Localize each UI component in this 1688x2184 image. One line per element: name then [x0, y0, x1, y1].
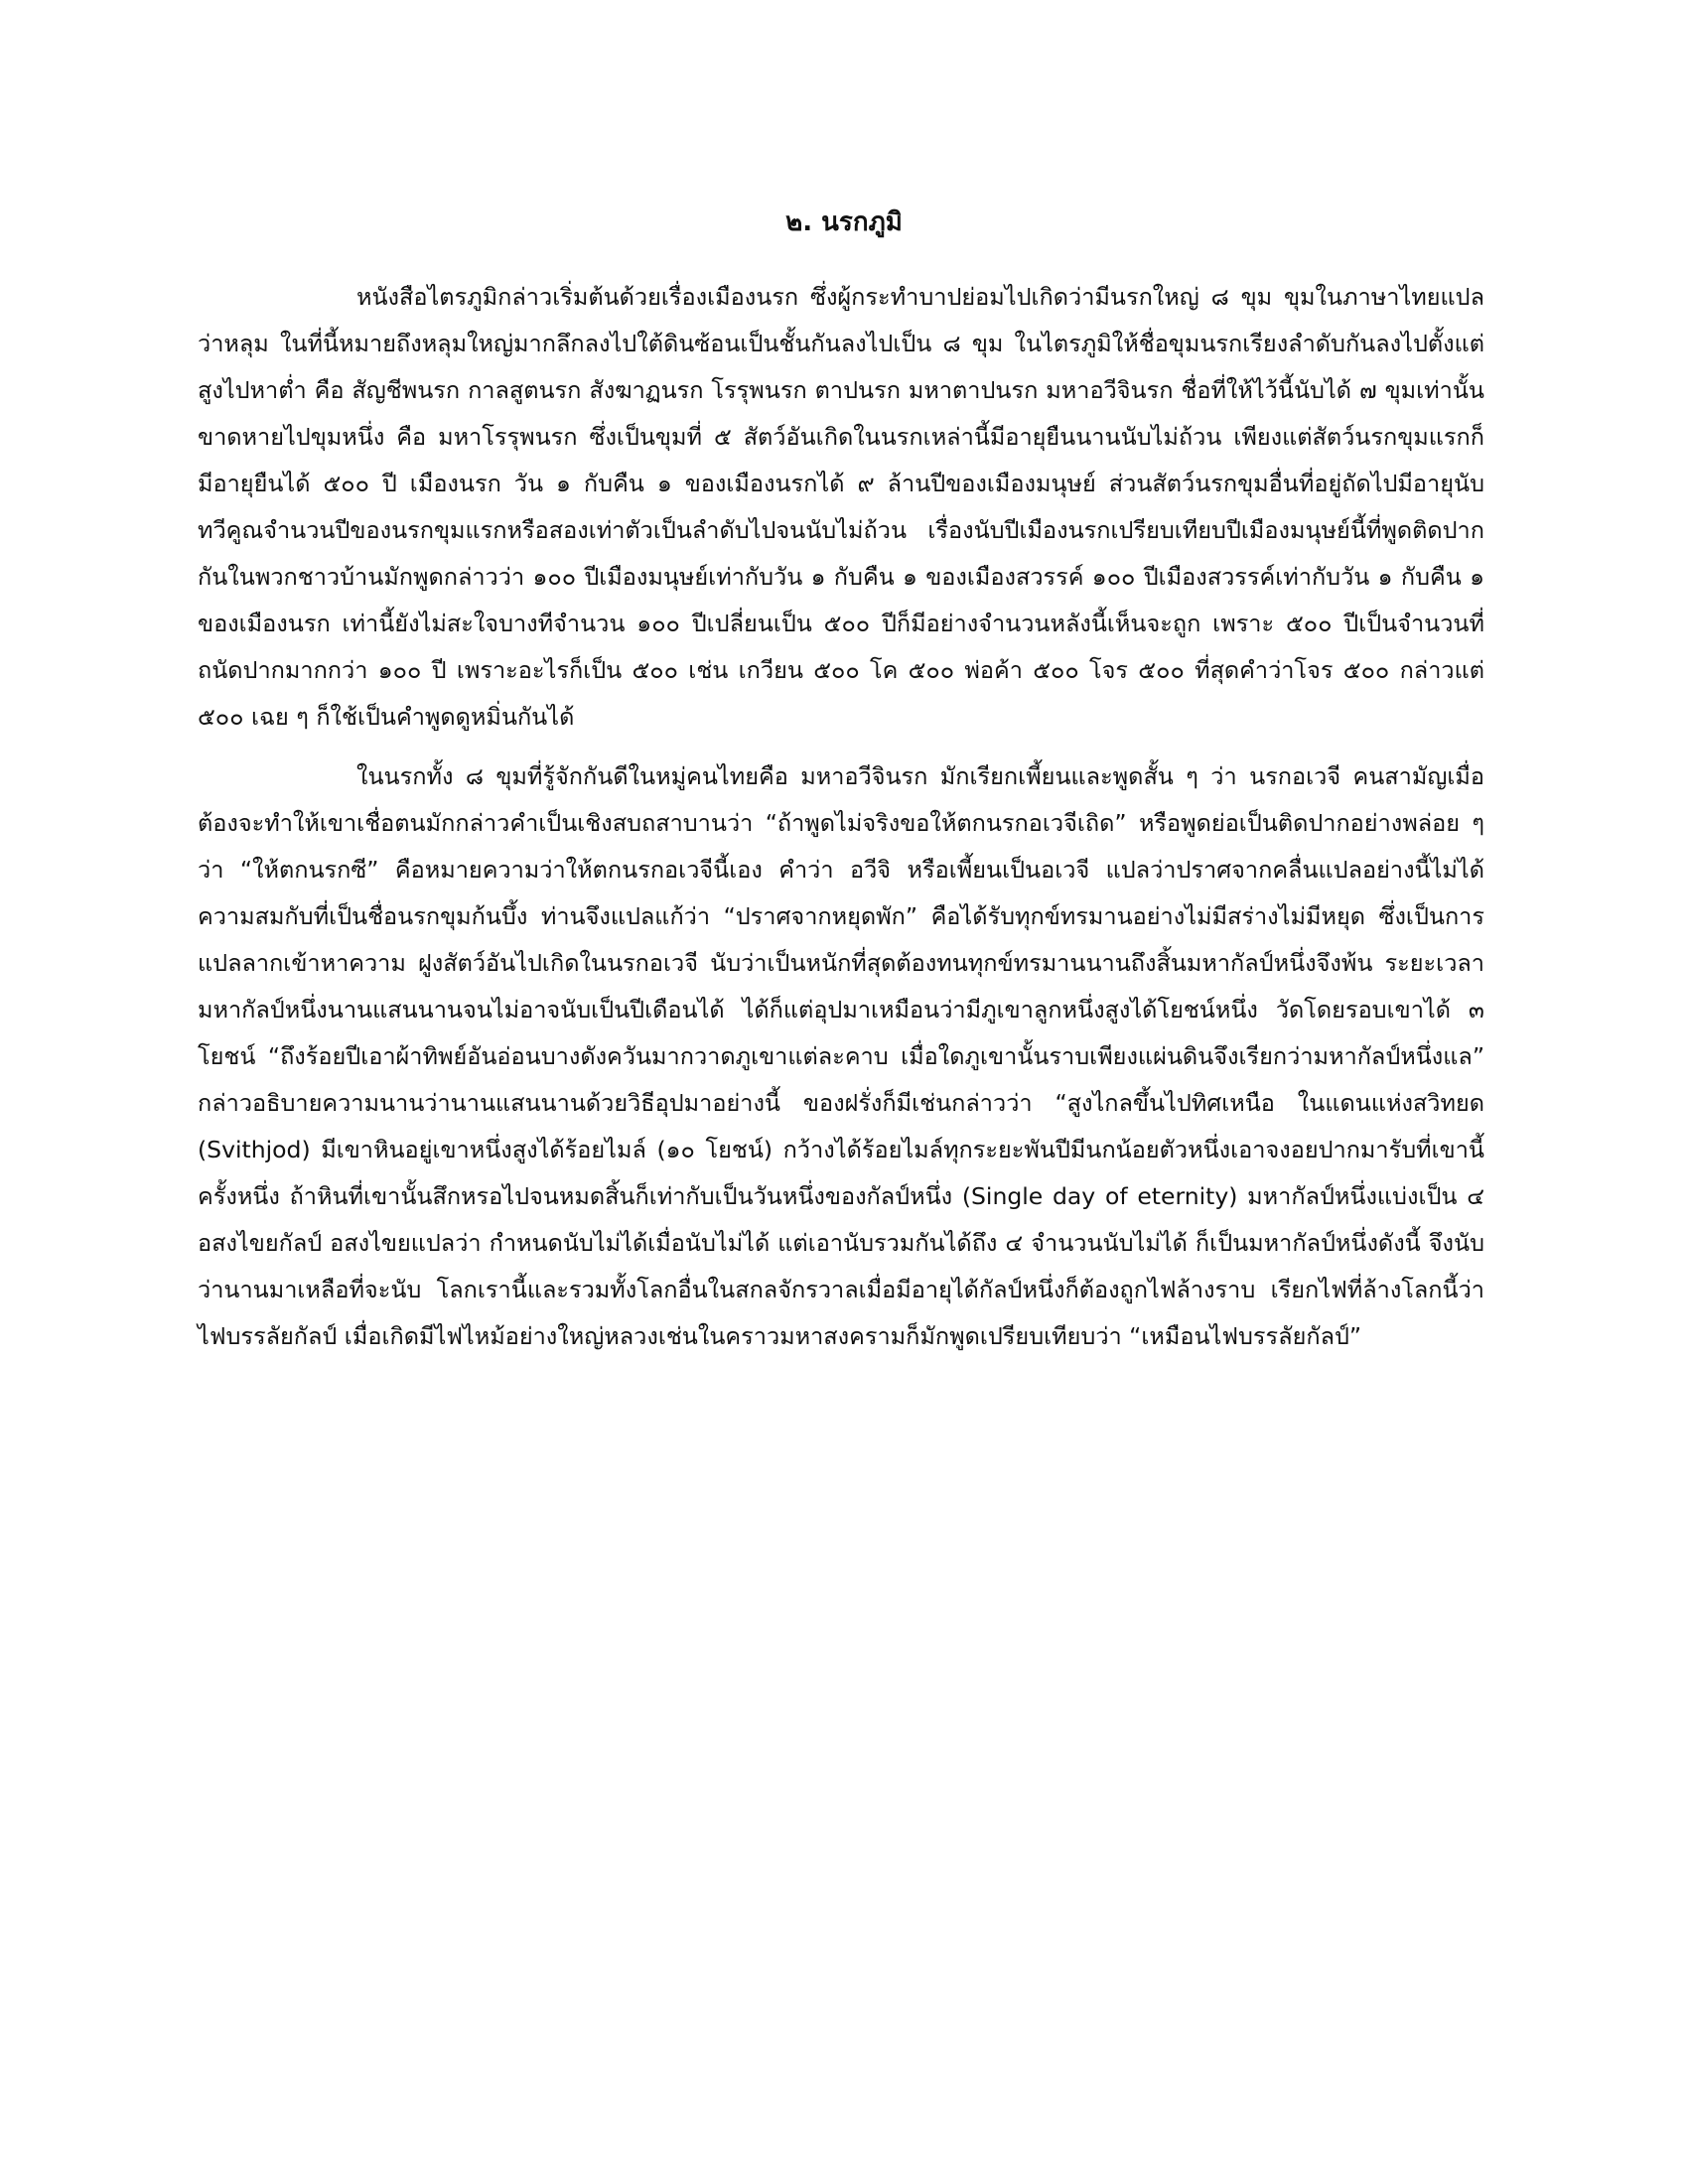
paragraph: หนังสือไตรภูมิกล่าวเริ่มต้นด้วยเรื่องเมืองนรก ซึ่งผู้กระทำบาปย่อมไปเกิดว่ามีนรกใหญ่ ๘ ขุม ขุมในภาษาไทยแปลว่าหลุม ในที่นี้หมายถึงหลุมใหญ่มากลึกลงไปใต้ดินซ้อนเป็นชั้นกันลงไปเป็น ๘ ขุม ในไตรภูมิให้ชื่อขุมนรกเรียงลำดับกันลงไปตั้งแต่สูงไปหาต่ำ คือ สัญชีพนรก กาลสูตนรก สังฆาฏนรก โรรุพนรก ตาปนรก มหาตาปนรก มหาอวีจินรก ชื่อที่ให้ไว้นี้นับได้ ๗ ขุมเท่านั้น ขาดหายไปขุมหนึ่ง คือ มหาโรรุพนรก ซึ่งเป็นขุมที่ ๕ สัตว์อันเกิดในนรกเหล่านี้มีอายุยืนนานนับไม่ถ้วน เพียงแต่สัตว์นรกขุมแรกก็มีอายุยืนได้ ๕๐๐ ปี เมืองนรก วัน ๑ กับคืน ๑ ของเมืองนรกได้ ๙ ล้านปีของเมืองมนุษย์ ส่วนสัตว์นรกขุมอื่นที่อยู่ถัดไปมีอายุนับทวีคูณจำนวนปีของนรกขุมแรกหรือสองเท่าตัวเป็นลำดับไปจนนับไม่ถ้วน เรื่องนับปีเมืองนรกเปรียบเทียบปีเมืองมนุษย์นี้ที่พูดติดปากกันในพวกชาวบ้านมักพูดกล่าวว่า ๑๐๐ ปีเมืองมนุษย์เท่ากับวัน ๑ กับคืน ๑ ของเมืองสวรรค์ ๑๐๐ ปีเมืองสวรรค์เท่ากับวัน ๑ กับคืน ๑ ของเมืองนรก เท่านี้ยังไม่สะใจบางทีจำนวน ๑๐๐ ปีเปลี่ยนเป็น ๕๐๐ ปีก็มีอย่างจำนวนหลังนี้เห็นจะถูก เพราะ ๕๐๐ ปีเป็นจำนวนที่ถนัดปากมากกว่า ๑๐๐ ปี เพราะอะไรก็เป็น ๕๐๐ เช่น เกวียน ๕๐๐ โค ๕๐๐ พ่อค้า ๕๐๐ โจร ๕๐๐ ที่สุดคำว่าโจร ๕๐๐ กล่าวแต่ ๕๐๐ เฉย ๆ ก็ใช้เป็นคำพูดดูหมิ่นกันได้	[198, 283, 1484, 731]
page-title: ๒. นรกภูมิ	[785, 207, 903, 237]
document-body	[198, 274, 1484, 1360]
paragraph: ในนรกทั้ง ๘ ขุมที่รู้จักกันดีในหมู่คนไทยคือ มหาอวีจินรก มักเรียกเพี้ยนและพูดสั้น ๆ ว่า นรกอเวจี คนสามัญเมื่อต้องจะทำให้เขาเชื่อตนมักกล่าวคำเป็นเชิงสบถสาบานว่า “ถ้าพูดไม่จริงขอให้ตกนรกอเวจีเถิด” หรือพูดย่อเป็นติดปากอย่างพล่อย ๆ ว่า “ให้ตกนรกซี” คือหมายความว่าให้ตกนรกอเวจีนี้เอง คำว่า อวีจิ หรือเพี้ยนเป็นอเวจี แปลว่าปราศจากคลื่นแปลอย่างนี้ไม่ได้ความสมกับที่เป็นชื่อนรกขุมก้นบึ้ง ท่านจึงแปลแก้ว่า “ปราศจากหยุดพัก” คือได้รับทุกข์ทรมานอย่างไม่มีสร่างไม่มีหยุด ซึ่งเป็นการแปลลากเข้าหาความ ฝูงสัตว์อันไปเกิดในนรกอเวจี นับว่าเป็นหนักที่สุดต้องทนทุกข์ทรมานนานถึงสิ้นมหากัลป์หนึ่งจึงพ้น ระยะเวลามหากัลป์หนึ่งนานแสนนานจนไม่อาจนับเป็นปีเดือนได้ ได้ก็แต่อุปมาเหมือนว่ามีภูเขาลูกหนึ่งสูงได้โยชน์หนึ่ง วัดโดยรอบเขาได้ ๓ โยชน์ “ถึงร้อยปีเอาผ้าทิพย์อันอ่อนบางดังควันมากวาดภูเขาแต่ละคาบ เมื่อใดภูเขานั้นราบเพียงแผ่นดินจึงเรียกว่ามหากัลป์หนึ่งแล” กล่าวอธิบายความนานว่านานแสนนานด้วยวิธีอุปมาอย่างนี้ ของฝรั่งก็มีเช่นกล่าวว่า “สูงไกลขึ้นไปทิศเหนือ ในแดนแห่งสวิทยด (Svithjod) มีเขาหินอยู่เขาหนึ่งสูงได้ร้อยไมล์ (๑๐ โยชน์) กว้างได้ร้อยไมล์ทุกระยะพันปีมีนกน้อยตัวหนึ่งเอาจงอยปากมารับที่เขานี้ครั้งหนึ่ง ถ้าหินที่เขานั้นสึกหรอไปจนหมดสิ้นก็เท่ากับเป็นวันหนึ่งของกัลป์หนึ่ง (Single day of eternity) มหากัลป์หนึ่งแบ่งเป็น ๔ อสงไขยกัลป์ อสงไขยแปลว่า กำหนดนับไม่ได้เมื่อนับไม่ได้ แต่เอานับรวมกันได้ถึง ๔ จำนวนนับไม่ได้ ก็เป็นมหากัลป์หนึ่งดังนี้ จึงนับว่านานมาเหลือที่จะนับ โลกเรานี้และรวมทั้งโลกอื่นในสกลจักรวาลเมื่อมีอายุได้กัลป์หนึ่งก็ต้องถูกไฟล้างราบ เรียกไฟที่ล้างโลกนี้ว่า ไฟบรรลัยกัลป์ เมื่อเกิดมีไฟไหม้อย่างใหญ่หลวงเช่นในคราวมหาสงครามก็มักพูดเปรียบเทียบว่า “เหมือนไฟบรรลัยกัลป์”	[198, 762, 1484, 1350]
